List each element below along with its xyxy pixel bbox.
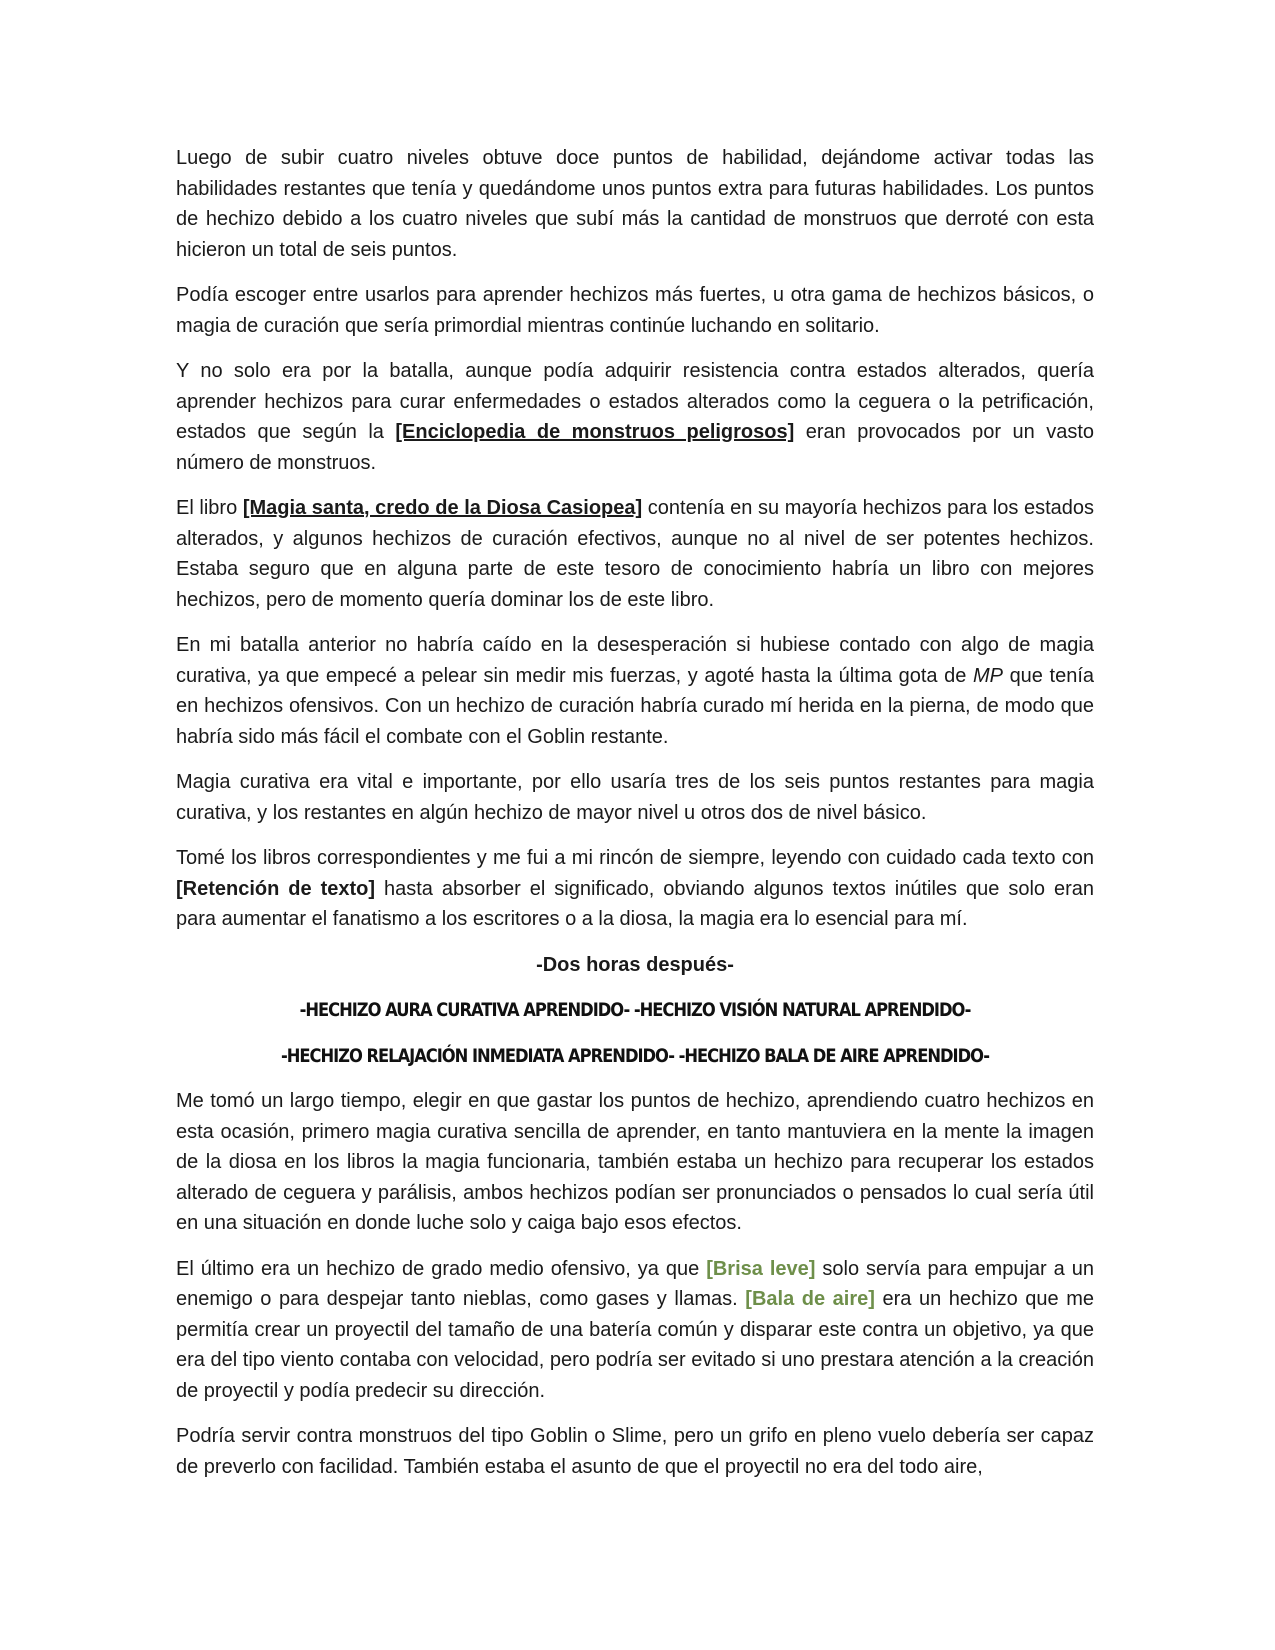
- system-message-2-text: -HECHIZO RELAJACIÓN INMEDIATA APRENDIDO- -HECHIZO BALA DE AIRE APRENDIDO-: [280, 1044, 990, 1067]
- paragraph-4: [176, 493, 1094, 615]
- paragraph-10-text: Podría servir contra monstruos del tipo Goblin o Slime, pero un grifo en pleno vuelo debería ser capaz de preverlo con facilidad. También estaba el asunto de que el proyectil no era del todo aire,: [176, 1425, 1094, 1478]
- paragraph-3-text-a: Y no solo era por la batalla, aunque podía adquirir resistencia contra estados alterados, quería aprender hechizos para curar enfermedades o estados alterados como la ceguera o la petrificación, estados que según la: [176, 360, 1094, 443]
- paragraph-6-text: Magia curativa era vital e importante, por ello usaría tres de los seis puntos restantes para magia curativa, y los restantes en algún hechizo de mayor nivel u otros dos de nivel básico.: [176, 771, 1094, 824]
- document-page: [176, 143, 1094, 1497]
- paragraph-8-text: Me tomó un largo tiempo, elegir en que gastar los puntos de hechizo, aprendiendo cuatro hechizos en esta ocasión, primero magia curativa sencilla de aprender, en tanto mantuviera en la mente la imagen de la diosa en los libros la magia funcionaria, también estaba un hechizo para recuperar los estados alterado de ceguera y parálisis, ambos hechizos podían ser pronunciados o pensados lo cual sería útil en una situación en donde luche solo y caiga bajo esos efectos.: [176, 1090, 1094, 1234]
- system-message-2: [176, 1041, 1094, 1072]
- system-message-1: [176, 995, 1094, 1026]
- spell-bala-de-aire: [Bala de aire]: [745, 1288, 875, 1310]
- paragraph-9-text-a: El último era un hechizo de grado medio ofensivo, ya que: [176, 1257, 707, 1280]
- paragraph-1: [176, 143, 1094, 265]
- book-title-holy-magic: [Magia santa, credo de la Diosa Casiopea]: [242, 497, 643, 519]
- paragraph-2: [176, 280, 1094, 341]
- system-message-1-text: -HECHIZO AURA CURATIVA APRENDIDO- -HECHIZO VISIÓN NATURAL APRENDIDO-: [299, 999, 971, 1021]
- paragraph-3: [176, 356, 1094, 478]
- paragraph-10: [176, 1421, 1094, 1482]
- paragraph-6: [176, 767, 1094, 828]
- paragraph-9-text-b: solo servía para empujar a un enemigo o para despejar tanto nieblas, como gases y llamas.: [176, 1257, 1094, 1310]
- paragraph-8: [176, 1086, 1094, 1239]
- spell-brisa-leve: [Brisa leve]: [706, 1257, 816, 1280]
- mp-term: MP: [972, 664, 1003, 687]
- paragraph-4-text-b: contenía en su mayoría hechizos para los estados alterados, y algunos hechizos de curación efectivos, aunque no al nivel de ser potentes hechizos. Estaba seguro que en alguna parte de este tesoro de conocimiento habría un libro con mejores hechizos, pero de momento quería dominar los de este libro.: [176, 497, 1094, 611]
- paragraph-3-text-b: eran provocados por un vasto número de monstruos.: [176, 421, 1095, 474]
- book-title-encyclopedia: [Enciclopedia de monstruos peligrosos]: [395, 421, 795, 443]
- time-skip-heading: [176, 950, 1094, 981]
- time-skip-text: -Dos horas después-: [536, 953, 734, 976]
- paragraph-2-text: Podía escoger entre usarlos para aprender hechizos más fuertes, u otra gama de hechizos básicos, o magia de curación que sería primordial mientras continúe luchando en solitario.: [176, 284, 1094, 337]
- paragraph-9-text-c: era un hechizo que me permitía crear un proyectil del tamaño de una batería común y disparar este contra un objetivo, ya que era del tipo viento contaba con velocidad, pero podría ser evitado si uno prestara atención a la creación de proyectil y podía predecir su dirección.: [176, 1288, 1094, 1402]
- paragraph-5: [176, 630, 1094, 752]
- paragraph-5-text-a: En mi batalla anterior no habría caído en la desesperación si hubiese contado con algo de magia curativa, ya que empecé a pelear sin medir mis fuerzas, y agoté hasta la última gota de: [176, 634, 1094, 687]
- paragraph-9: [176, 1254, 1094, 1407]
- paragraph-5-text-b: que tenía en hechizos ofensivos. Con un hechizo de curación habría curado mí herida en la pierna, de modo que habría sido más fácil el combate con el Goblin restante.: [176, 664, 1095, 748]
- paragraph-1-text: Luego de subir cuatro niveles obtuve doce puntos de habilidad, dejándome activar todas las habilidades restantes que tenía y quedándome unos puntos extra para futuras habilidades. Los puntos de hechizo debido a los cuatro niveles que subí más la cantidad de monstruos que derroté con esta hicieron un total de seis puntos.: [176, 147, 1094, 261]
- paragraph-7-text-a: Tomé los libros correspondientes y me fui a mi rincón de siempre, leyendo con cuidado cada texto con: [176, 847, 1094, 869]
- paragraph-7: [176, 843, 1094, 935]
- paragraph-4-text-a: El libro: [176, 497, 243, 519]
- skill-text-retention: [Retención de texto]: [176, 877, 376, 900]
- paragraph-7-text-b: hasta absorber el significado, obviando algunos textos inútiles que solo eran para aumentar el fanatismo a los escritores o a la diosa, la magia era lo esencial para mí.: [176, 877, 1094, 930]
